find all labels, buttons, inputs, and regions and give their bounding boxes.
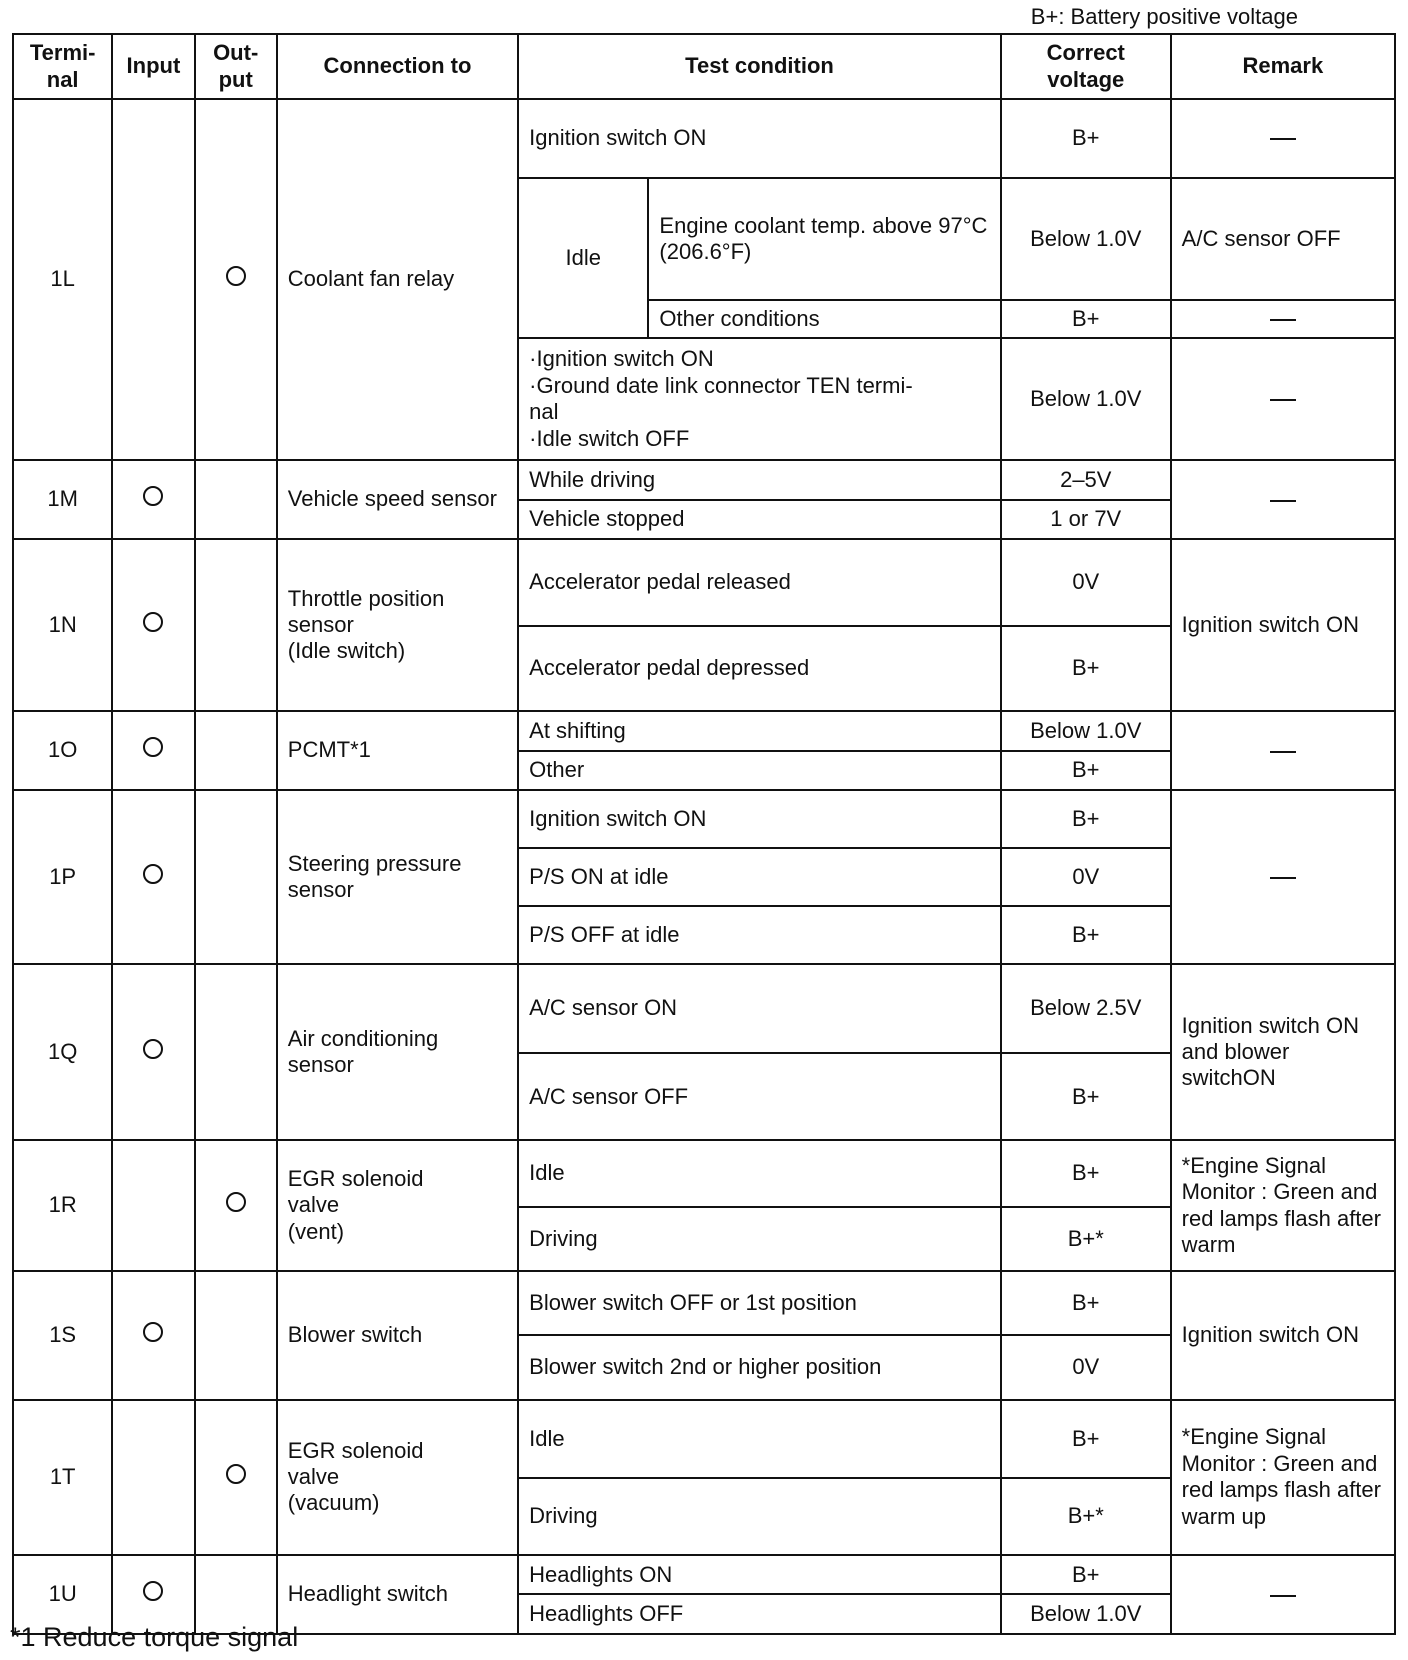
input-cell [112, 99, 194, 460]
connection-line: sensor [287, 611, 354, 637]
test-condition: Other [518, 751, 1001, 790]
input-circle-icon [143, 612, 163, 632]
dash-icon [1270, 1595, 1296, 1597]
terminal-cell: 1P [13, 790, 112, 964]
test-condition: Blower switch OFF or 1st position [518, 1271, 1001, 1335]
voltage-value: Below 1.0V [1001, 178, 1171, 300]
voltage-value: B+ [1001, 626, 1171, 711]
input-circle-icon [143, 1581, 163, 1601]
connection-line: (vacuum) [287, 1490, 380, 1516]
output-circle-icon [226, 1464, 246, 1484]
test-condition: Accelerator pedal depressed [518, 626, 1001, 711]
terminal-cell: 1O [13, 711, 112, 790]
input-cell [112, 790, 194, 964]
terminal-cell: 1Q [13, 964, 112, 1140]
connection-cell: Headlight switch [277, 1555, 518, 1634]
terminal-cell: 1L [13, 99, 112, 460]
output-cell [195, 790, 277, 964]
voltage-value: 0V [1001, 848, 1171, 906]
test-condition: While driving [518, 460, 1001, 499]
table-row [13, 99, 1395, 178]
input-cell [112, 1271, 194, 1400]
remark-cell: Ignition switch ON [1171, 539, 1395, 711]
remark-cell: Ignition switch ON [1171, 1271, 1395, 1400]
dash-icon [1270, 751, 1296, 753]
test-condition: Ignition switch ON [518, 99, 1001, 178]
input-circle-icon [143, 864, 163, 884]
output-cell [195, 99, 277, 460]
remark-cell [1171, 338, 1395, 460]
header-connection: Connection to [277, 34, 518, 99]
terminal-cell: 1U [13, 1555, 112, 1634]
connection-cell: PCMT*1 [277, 711, 518, 790]
connection-line: (Idle switch) [287, 638, 406, 664]
input-circle-icon [143, 737, 163, 757]
voltage-value: B+ [1001, 1140, 1171, 1206]
connection-cell [277, 1400, 518, 1556]
header-correct-voltage: Correct voltage [1001, 34, 1171, 99]
output-cell [195, 539, 277, 711]
voltage-value: B+ [1001, 1271, 1171, 1335]
voltage-value: Below 2.5V [1001, 964, 1171, 1053]
idle-label: Idle [518, 178, 648, 338]
terminal-voltage-table [12, 33, 1396, 1635]
remark-cell: *Engine Signal Monitor : Green and red lamps flash after warm up [1171, 1400, 1395, 1556]
voltage-value: B+ [1001, 1400, 1171, 1479]
connection-cell: Coolant fan relay [277, 99, 518, 460]
header-row [13, 34, 1395, 99]
voltage-value: B+ [1001, 751, 1171, 790]
remark-cell: A/C sensor OFF [1171, 178, 1395, 300]
connection-cell [277, 1140, 518, 1271]
test-condition [518, 338, 1001, 460]
terminal-cell: 1N [13, 539, 112, 711]
test-condition: Engine coolant temp. above 97°C (206.6°F) [648, 178, 1000, 300]
input-cell [112, 1400, 194, 1556]
condition-line: ·Ignition switch ON [529, 346, 714, 372]
connection-cell: Vehicle speed sensor [277, 460, 518, 539]
test-condition: Headlights OFF [518, 1594, 1001, 1634]
output-cell [195, 1271, 277, 1400]
remark-cell [1171, 300, 1395, 338]
input-cell [112, 539, 194, 711]
voltage-value: 2–5V [1001, 460, 1171, 499]
test-condition: P/S OFF at idle [518, 906, 1001, 964]
output-cell [195, 1400, 277, 1556]
table-row [13, 964, 1395, 1053]
header-input: Input [112, 34, 194, 99]
voltage-value: B+* [1001, 1478, 1171, 1555]
connection-cell [277, 539, 518, 711]
legend-note: B+: Battery positive voltage [1030, 4, 1298, 29]
table-row [13, 1140, 1395, 1206]
connection-cell: Steering pressure sensor [277, 790, 518, 964]
voltage-value: 0V [1001, 1335, 1171, 1399]
footnote: *1 Reduce torque signal [10, 1622, 299, 1652]
output-cell [195, 1140, 277, 1271]
condition-line: ·Ground date link connector TEN termi- [529, 372, 913, 398]
test-condition: A/C sensor OFF [518, 1053, 1001, 1140]
voltage-value: 0V [1001, 539, 1171, 626]
remark-cell [1171, 1555, 1395, 1634]
voltage-value: Below 1.0V [1001, 711, 1171, 750]
connection-line: EGR solenoid [287, 1166, 424, 1192]
terminal-cell: 1R [13, 1140, 112, 1271]
condition-line: ·Idle switch OFF [529, 425, 690, 451]
table-row [13, 711, 1395, 750]
remark-cell [1171, 460, 1395, 539]
output-circle-icon [226, 266, 246, 286]
test-condition: Ignition switch ON [518, 790, 1001, 848]
test-condition: Blower switch 2nd or higher position [518, 1335, 1001, 1399]
remark-cell: *Engine Signal Monitor : Green and red lamps flash after warm [1171, 1140, 1395, 1271]
connection-line: EGR solenoid [287, 1437, 424, 1463]
connection-line: (vent) [287, 1218, 345, 1244]
connection-cell: Blower switch [277, 1271, 518, 1400]
output-cell [195, 460, 277, 539]
test-condition: Idle [518, 1140, 1001, 1206]
output-cell [195, 964, 277, 1140]
remark-cell [1171, 711, 1395, 790]
connection-line: Throttle position [287, 585, 445, 611]
connection-cell: Air conditioning sensor [277, 964, 518, 1140]
input-cell [112, 964, 194, 1140]
voltage-value: Below 1.0V [1001, 338, 1171, 460]
input-cell [112, 711, 194, 790]
terminal-cell: 1M [13, 460, 112, 539]
connection-line: valve [287, 1192, 340, 1218]
test-condition: Vehicle stopped [518, 500, 1001, 539]
voltage-value: B+ [1001, 906, 1171, 964]
table-row [13, 790, 1395, 848]
table-row [13, 1400, 1395, 1479]
remark-cell: Ignition switch ON and blower switchON [1171, 964, 1395, 1140]
input-cell [112, 1140, 194, 1271]
test-condition: A/C sensor ON [518, 964, 1001, 1053]
test-condition: Accelerator pedal released [518, 539, 1001, 626]
test-condition: Headlights ON [518, 1555, 1001, 1594]
voltage-value: Below 1.0V [1001, 1594, 1171, 1634]
table-row [13, 460, 1395, 499]
voltage-value: 1 or 7V [1001, 500, 1171, 539]
dash-icon [1270, 399, 1296, 401]
test-condition: Driving [518, 1478, 1001, 1555]
dash-icon [1270, 877, 1296, 879]
header-remark: Remark [1171, 34, 1395, 99]
voltage-value: B+ [1001, 99, 1171, 178]
voltage-value: B+ [1001, 1053, 1171, 1140]
input-circle-icon [143, 1322, 163, 1342]
voltage-value: B+ [1001, 790, 1171, 848]
table-row [13, 539, 1395, 626]
remark-cell [1171, 99, 1395, 178]
table-row [13, 1555, 1395, 1594]
test-condition: Other conditions [648, 300, 1000, 338]
header-test-condition: Test condition [518, 34, 1001, 99]
test-condition: Idle [518, 1400, 1001, 1479]
test-condition: P/S ON at idle [518, 848, 1001, 906]
voltage-value: B+ [1001, 300, 1171, 338]
terminal-cell: 1T [13, 1400, 112, 1556]
header-output: Out-put [195, 34, 277, 99]
voltage-value: B+ [1001, 1555, 1171, 1594]
voltage-value: B+* [1001, 1207, 1171, 1271]
test-condition: Driving [518, 1207, 1001, 1271]
output-cell [195, 711, 277, 790]
table-row [13, 1271, 1395, 1335]
output-circle-icon [226, 1192, 246, 1212]
input-circle-icon [143, 1039, 163, 1059]
header-terminal: Termi-nal [13, 34, 112, 99]
connection-line: valve [287, 1464, 340, 1490]
dash-icon [1270, 500, 1296, 502]
input-circle-icon [143, 486, 163, 506]
remark-cell [1171, 790, 1395, 964]
terminal-cell: 1S [13, 1271, 112, 1400]
test-condition: At shifting [518, 711, 1001, 750]
condition-line: nal [529, 399, 559, 425]
dash-icon [1270, 319, 1296, 321]
input-cell [112, 460, 194, 539]
dash-icon [1270, 138, 1296, 140]
